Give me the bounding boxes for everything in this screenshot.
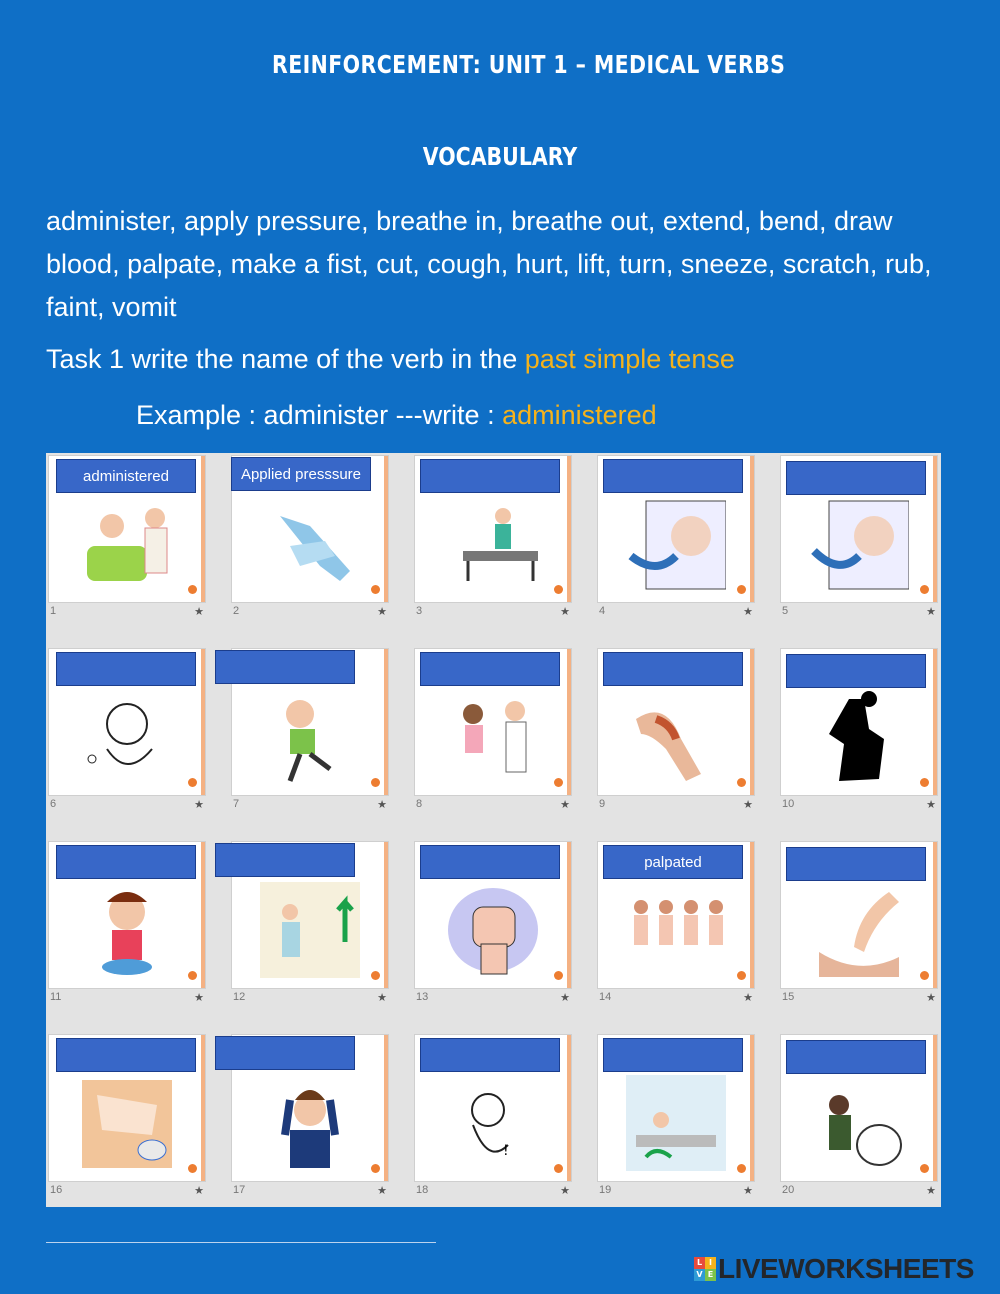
- fainting-silhouette-icon: [809, 689, 909, 785]
- pinch-skin-icon: [809, 882, 909, 978]
- slide-number: 3: [416, 605, 423, 617]
- slide-accent-bar: [750, 649, 754, 795]
- slide-accent-bar: [933, 649, 937, 795]
- slide-accent-bar: [201, 649, 205, 795]
- slide-accent-bar: [750, 842, 754, 988]
- lift-steps-icon: [260, 882, 360, 978]
- slide-card: [412, 1032, 572, 1196]
- slide-accent-bar: [567, 842, 571, 988]
- slide-dot-icon: [371, 778, 380, 787]
- star-icon: ★: [194, 1184, 204, 1197]
- slide-number: 2: [233, 605, 240, 617]
- answer-input[interactable]: [786, 847, 926, 881]
- man-inhale-icon: [626, 496, 726, 592]
- star-icon: ★: [560, 991, 570, 1004]
- logo-text: LIVEWORKSHEETS: [718, 1253, 974, 1284]
- slide-dot-icon: [188, 585, 197, 594]
- slide-dot-icon: [737, 971, 746, 980]
- slide-accent-bar: [750, 1035, 754, 1181]
- slide-accent-bar: [567, 456, 571, 602]
- slide-dot-icon: [188, 778, 197, 787]
- answer-input[interactable]: [215, 843, 355, 877]
- section-subtitle: VOCABULARY: [422, 142, 578, 171]
- slide-dot-icon: [920, 1164, 929, 1173]
- slide-number: 4: [599, 605, 606, 617]
- breast-palpation-icon: [626, 882, 726, 978]
- slide-accent-bar: [201, 1035, 205, 1181]
- star-icon: ★: [194, 798, 204, 811]
- star-icon: ★: [194, 605, 204, 618]
- slide-card: [46, 646, 206, 810]
- task-highlight: past simple tense: [524, 344, 735, 374]
- slide-accent-bar: [201, 456, 205, 602]
- slide-number: 6: [50, 798, 57, 810]
- gloved-hands-pressure-icon: [260, 496, 360, 592]
- man-hurt-leg-icon: [260, 689, 360, 785]
- slide-number: 18: [416, 1184, 429, 1196]
- slide-accent-bar: [201, 842, 205, 988]
- turning-patient-icon: [626, 1075, 726, 1171]
- slide-dot-icon: [554, 971, 563, 980]
- slide-number: 15: [782, 991, 795, 1003]
- slide-number: 1: [50, 605, 57, 617]
- slide-accent-bar: [384, 649, 388, 795]
- slide-dot-icon: [371, 585, 380, 594]
- answer-input[interactable]: [420, 652, 560, 686]
- slide-card: [595, 1032, 755, 1196]
- slide-card: [412, 453, 572, 617]
- answer-input[interactable]: [215, 650, 355, 684]
- answer-input[interactable]: [215, 1036, 355, 1070]
- slide-card: [778, 646, 938, 810]
- star-icon: ★: [926, 1184, 936, 1197]
- slide-dot-icon: [737, 585, 746, 594]
- task-text: Task 1 write the name of the verb in the: [46, 344, 525, 374]
- man-scratching-head-icon: [260, 1075, 360, 1171]
- slide-card: [595, 646, 755, 810]
- slide-card: [778, 839, 938, 1003]
- example-text: Example : administer ---write :: [136, 400, 503, 430]
- slide-dot-icon: [920, 585, 929, 594]
- answer-input[interactable]: administered: [56, 459, 196, 493]
- slide-number: 11: [50, 991, 62, 1003]
- svg-text:!: !: [503, 1143, 509, 1159]
- page-title: REINFORCEMENT: UNIT 1 – MEDICAL VERBS: [272, 50, 786, 79]
- slide-accent-bar: [384, 456, 388, 602]
- answer-input[interactable]: [420, 1038, 560, 1072]
- star-icon: ★: [194, 991, 204, 1004]
- liveworksheets-logo: [694, 1254, 974, 1284]
- slide-number: 20: [782, 1184, 795, 1196]
- star-icon: ★: [560, 1184, 570, 1197]
- example-highlight: administered: [502, 400, 657, 430]
- slide-accent-bar: [933, 842, 937, 988]
- slide-card: [778, 1032, 938, 1196]
- slide-accent-bar: [933, 1035, 937, 1181]
- slide-card: [46, 453, 206, 617]
- slide-dot-icon: [188, 1164, 197, 1173]
- slide-accent-bar: [384, 1035, 388, 1181]
- slide-dot-icon: [737, 1164, 746, 1173]
- logo-mark-i: I: [705, 1257, 716, 1269]
- star-icon: ★: [926, 991, 936, 1004]
- slide-dot-icon: [554, 585, 563, 594]
- answer-input[interactable]: [56, 652, 196, 686]
- answer-input[interactable]: [786, 461, 926, 495]
- slide-number: 7: [233, 798, 240, 810]
- slide-dot-icon: [737, 778, 746, 787]
- slide-number: 9: [599, 798, 606, 810]
- answer-input[interactable]: [603, 652, 743, 686]
- logo-mark-icon: [694, 1257, 716, 1281]
- answer-input[interactable]: [420, 459, 560, 493]
- slide-accent-bar: [933, 456, 937, 602]
- slide-card: [46, 839, 206, 1003]
- answer-input[interactable]: [603, 459, 743, 493]
- slide-dot-icon: [554, 778, 563, 787]
- arm-bend-icon: [626, 689, 726, 785]
- slide-card: [778, 453, 938, 617]
- star-icon: ★: [743, 991, 753, 1004]
- slide-number: 5: [782, 605, 789, 617]
- slide-card: [229, 1032, 389, 1196]
- slide-card: [595, 839, 755, 1003]
- slide-accent-bar: [750, 456, 754, 602]
- slide-accent-bar: [567, 1035, 571, 1181]
- rub-cream-icon: [77, 1075, 177, 1171]
- answer-line: [46, 1242, 436, 1243]
- star-icon: ★: [743, 1184, 753, 1197]
- slide-card: [229, 646, 389, 810]
- slide-accent-bar: [567, 649, 571, 795]
- star-icon: ★: [560, 798, 570, 811]
- man-exhale-icon: [809, 496, 909, 592]
- star-icon: ★: [743, 798, 753, 811]
- answer-input[interactable]: [786, 1040, 926, 1074]
- task-instruction: [46, 344, 735, 375]
- slide-card: [229, 453, 389, 617]
- answer-input[interactable]: Applied presssure: [231, 457, 371, 491]
- answer-input[interactable]: [420, 845, 560, 879]
- slide-dot-icon: [188, 971, 197, 980]
- patient-bed-nurse-icon: [77, 496, 177, 592]
- slide-number: 17: [233, 1184, 246, 1196]
- star-icon: ★: [377, 605, 387, 618]
- slide-card: [595, 453, 755, 617]
- slide-number: 13: [416, 991, 429, 1003]
- slide-number: 8: [416, 798, 423, 810]
- slide-card: [412, 839, 572, 1003]
- slide-number: 16: [50, 1184, 63, 1196]
- star-icon: ★: [926, 798, 936, 811]
- slide-number: 12: [233, 991, 246, 1003]
- star-icon: ★: [377, 1184, 387, 1197]
- star-icon: ★: [560, 605, 570, 618]
- slide-grid: [46, 453, 941, 1207]
- slide-dot-icon: [554, 1164, 563, 1173]
- logo-mark-v: V: [694, 1269, 705, 1281]
- example-line: [136, 400, 657, 431]
- logo-mark-l: L: [694, 1257, 705, 1269]
- star-icon: ★: [926, 605, 936, 618]
- star-icon: ★: [377, 798, 387, 811]
- answer-input[interactable]: palpated: [603, 845, 743, 879]
- slide-number: 10: [782, 798, 795, 810]
- slide-number: 19: [599, 1184, 612, 1196]
- slide-dot-icon: [920, 971, 929, 980]
- slide-dot-icon: [371, 1164, 380, 1173]
- answer-input[interactable]: [786, 654, 926, 688]
- slide-card: [412, 646, 572, 810]
- slide-dot-icon: [920, 778, 929, 787]
- blood-draw-icon: [443, 689, 543, 785]
- boy-coughing-icon: [77, 689, 177, 785]
- girl-crying-icon: [77, 882, 177, 978]
- answer-input[interactable]: [56, 1038, 196, 1072]
- slide-accent-bar: [384, 842, 388, 988]
- fist-icon: [443, 882, 543, 978]
- vomiting-icon: [809, 1075, 909, 1171]
- patient-stretcher-icon: [443, 496, 543, 592]
- answer-input[interactable]: [603, 1038, 743, 1072]
- sneezing-icon: [443, 1075, 543, 1171]
- answer-input[interactable]: [56, 845, 196, 879]
- star-icon: ★: [377, 991, 387, 1004]
- logo-mark-e: E: [705, 1269, 716, 1281]
- star-icon: ★: [743, 605, 753, 618]
- slide-card: [46, 1032, 206, 1196]
- vocabulary-list: administer, apply pressure, breathe in, breathe out, extend, bend, draw blood, palpate, make a fist, cut, cough, hurt, lift, turn, sneeze, scratch, rub, faint, vomit: [46, 206, 932, 322]
- slide-card: [229, 839, 389, 1003]
- slide-number: 14: [599, 991, 612, 1003]
- slide-dot-icon: [371, 971, 380, 980]
